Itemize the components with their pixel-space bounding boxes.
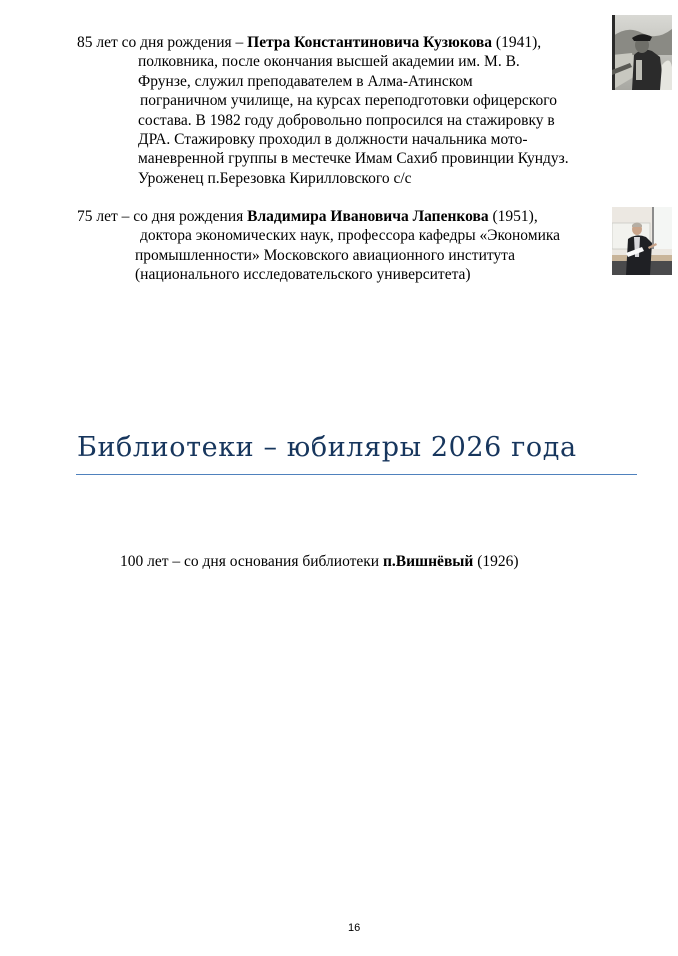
heading-underline <box>76 474 637 475</box>
entry-text-line: доктора экономических наук, профессора кафедры «Экономика <box>140 227 561 245</box>
entry-first-line <box>77 207 560 226</box>
library-entry-prefix: 100 лет – со дня основания библиотеки <box>120 553 383 570</box>
entry-text-line: маневренной группы в местечке Имам Сахиб провинции Кундуз. <box>138 150 569 168</box>
military-officer-photo-icon <box>612 15 672 90</box>
entry-text-line: (национального исследовательского университета) <box>135 266 471 284</box>
section-heading: Библиотеки – юбиляры 2026 года <box>77 432 577 463</box>
entry-text-line: Фрунзе, служил преподавателем в Алма-Атинском <box>138 72 473 90</box>
lecturer-photo-icon <box>612 207 672 275</box>
page-number: 16 <box>348 922 361 934</box>
entry-first-line <box>77 33 569 52</box>
entry-text-line: ДРА. Стажировку проходил в должности начальника мото- <box>138 131 528 149</box>
person-name: Петра Константиновича Кузюкова <box>247 34 493 51</box>
entry-text-line: Уроженец п.Березовка Кирилловского с/с <box>138 169 412 187</box>
entry-prefix: 85 лет со дня рождения – <box>77 34 248 51</box>
birth-year: (1941), <box>492 34 542 51</box>
anniversary-entry-lapenkov <box>77 207 560 285</box>
entry-text-line: состава. В 1982 году добровольно попросился на стажировку в <box>138 111 555 129</box>
anniversary-entry-kuzyukov <box>77 33 569 188</box>
entry-text-line: промышленности» Московского авиационного института <box>135 246 516 264</box>
portrait-photo-lapenkov <box>612 207 672 275</box>
person-name: Владимира Ивановича Лапенкова <box>247 208 489 225</box>
birth-year: (1951), <box>488 208 538 225</box>
library-anniversary-entry <box>120 552 519 571</box>
portrait-photo-kuzyukov <box>612 15 672 90</box>
entry-text-line: полковника, после окончания высшей академии им. М. В. <box>138 53 520 71</box>
founding-year: (1926) <box>473 553 519 570</box>
library-name: п.Вишнёвый <box>382 553 474 570</box>
entry-text-line: пограничном училище, на курсах переподготовки офицерского <box>140 92 557 110</box>
entry-prefix: 75 лет – со дня рождения <box>77 208 248 225</box>
